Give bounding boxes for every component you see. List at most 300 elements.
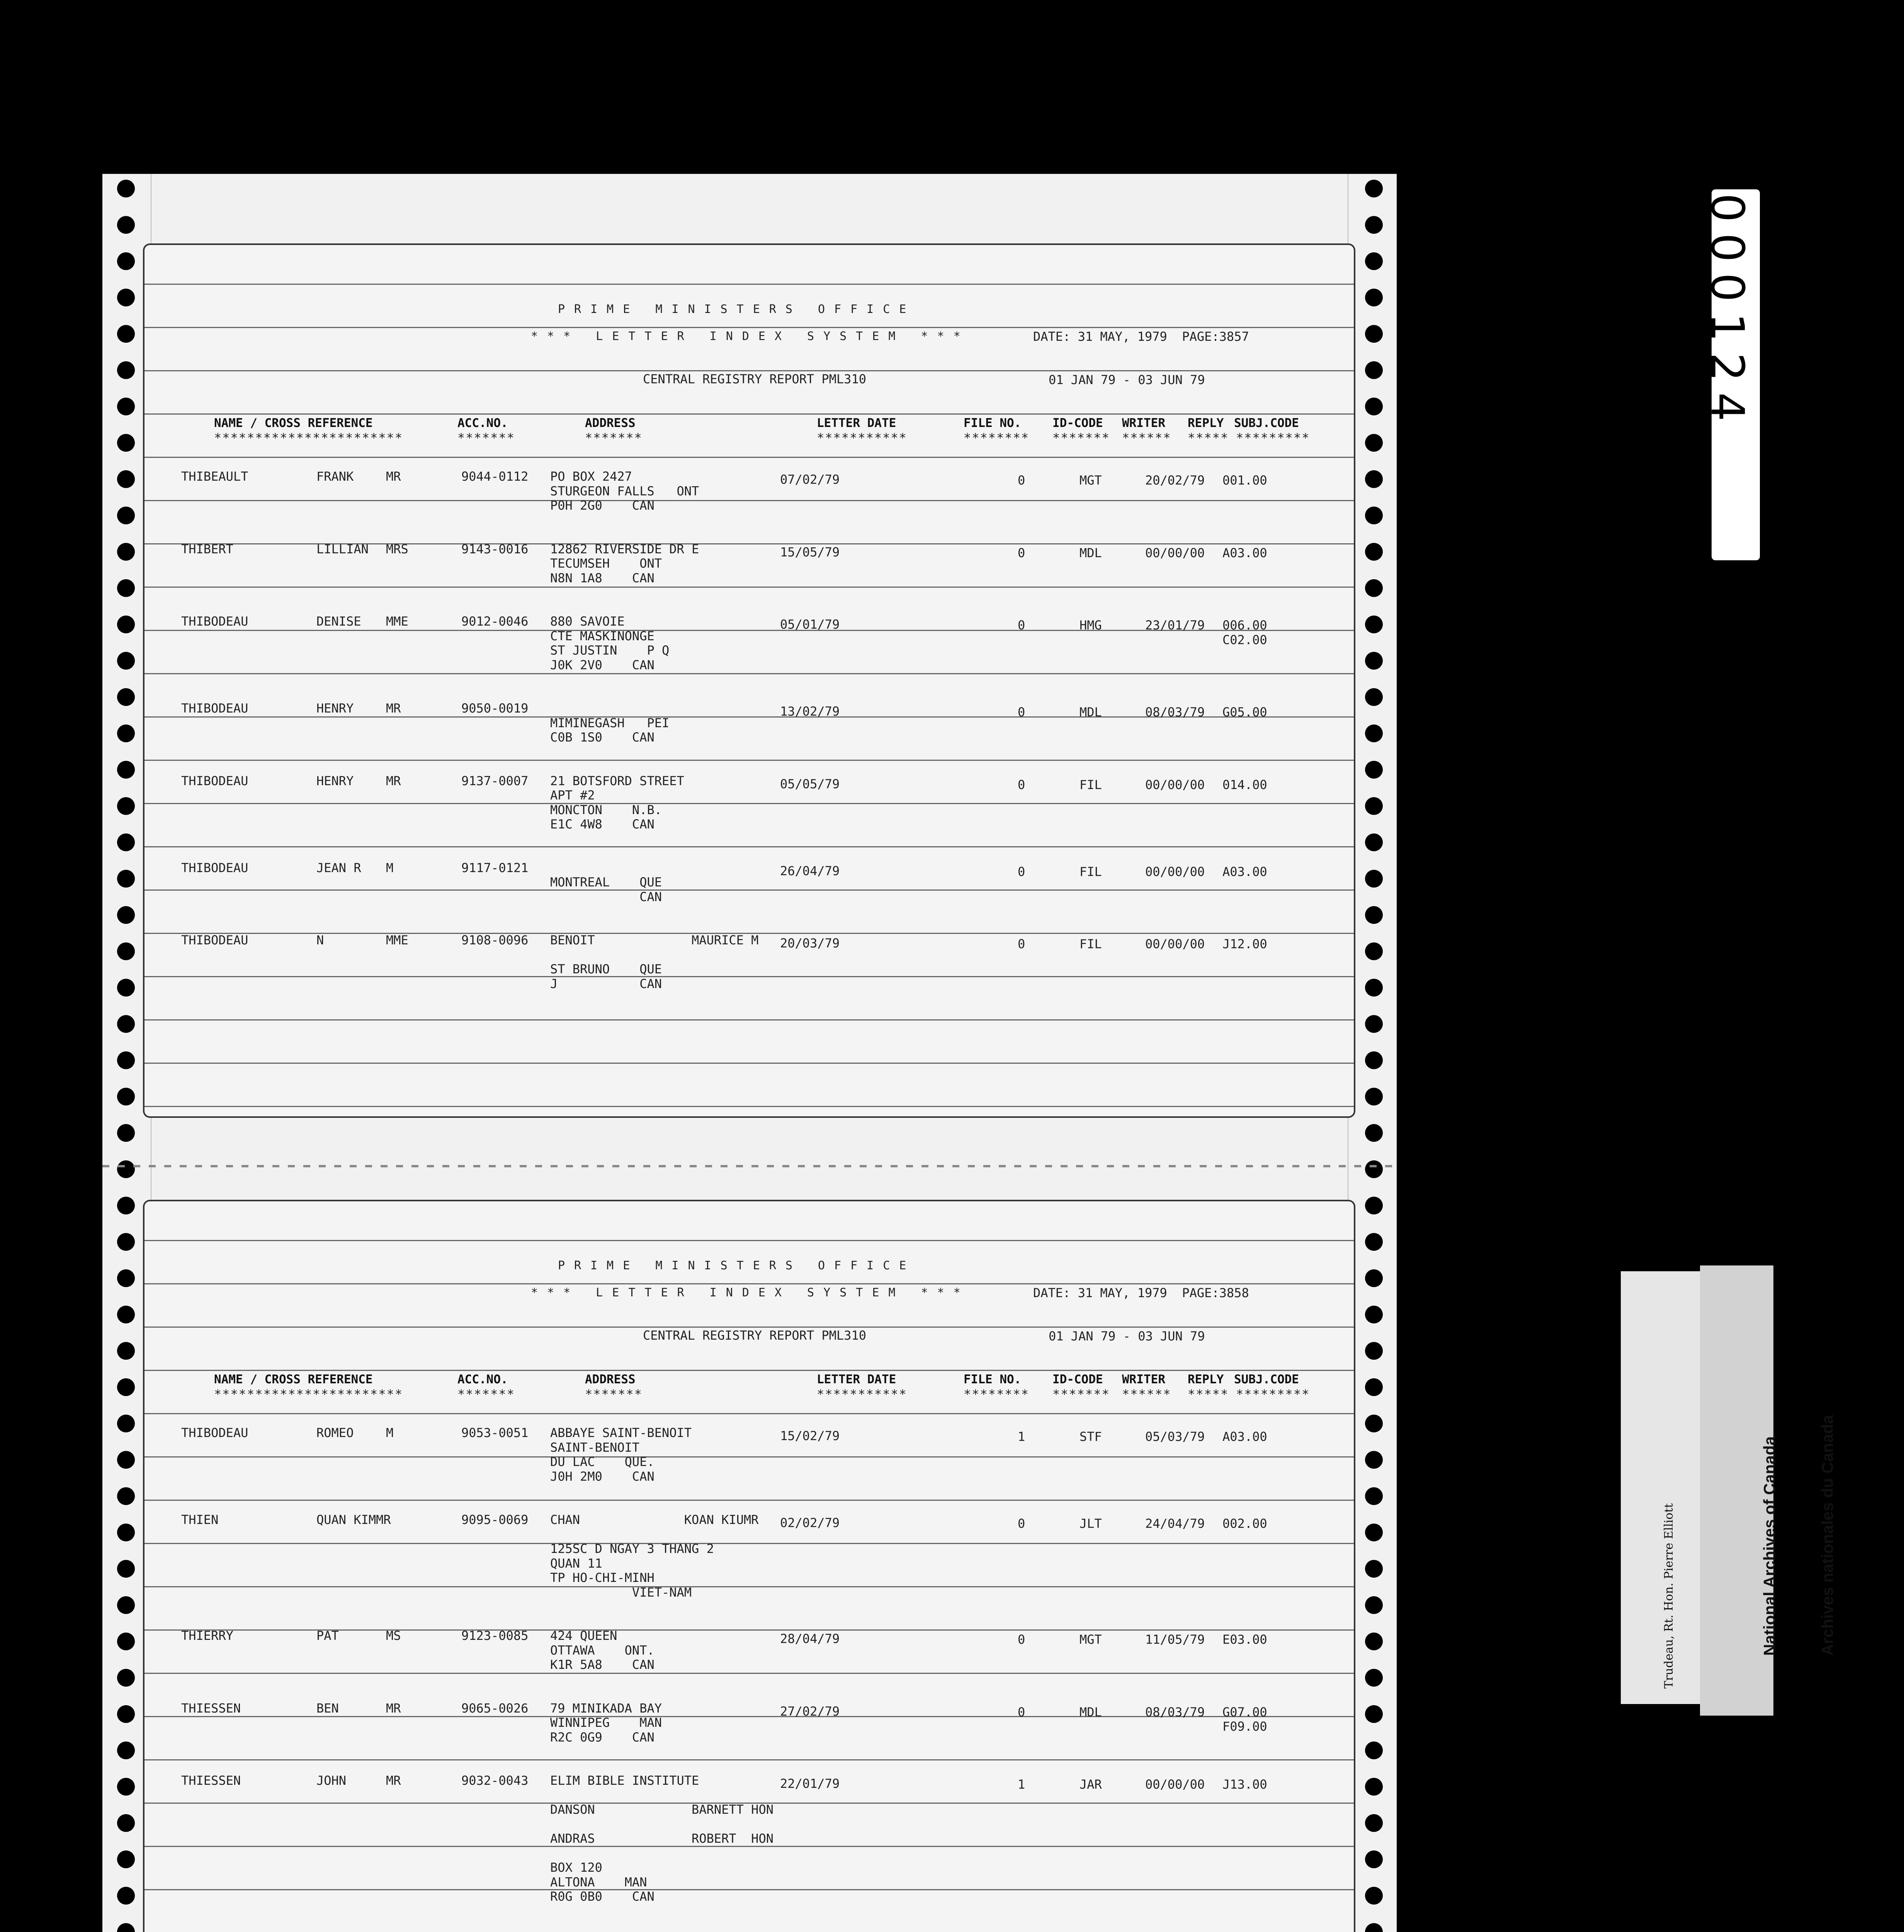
record-address-line: ELIM BIBLE INSTITUTE	[550, 1773, 699, 1788]
tractor-hole	[117, 1742, 135, 1759]
col-underline-writer: ******	[1122, 1387, 1171, 1401]
tractor-hole	[117, 652, 135, 670]
record-title: M	[386, 1425, 394, 1440]
tractor-hole	[1365, 1814, 1383, 1832]
record-subject-code: 006.00	[1222, 618, 1267, 633]
record-surname: THIBODEAU	[181, 773, 248, 788]
record-address-line: 21 BOTSFORD STREET	[550, 773, 684, 788]
record-subject-code: F09.00	[1222, 1719, 1267, 1734]
record-reply-date: 00/00/00	[1145, 864, 1205, 879]
left-tractor-holes	[102, 174, 149, 1932]
tractor-hole	[1365, 1124, 1383, 1142]
form-rule	[144, 846, 1354, 847]
tractor-hole	[1365, 1197, 1383, 1214]
record-address-line: 880 SAVOIE	[550, 614, 625, 629]
record-letter-date: 15/05/79	[780, 544, 840, 560]
tractor-hole	[1365, 1778, 1383, 1796]
record-writer: MDL	[1080, 545, 1102, 560]
tractor-hole	[1365, 688, 1383, 706]
record-subject-code: 002.00	[1222, 1516, 1267, 1531]
record-reply-date: 00/00/00	[1145, 1777, 1205, 1792]
record-acc-no: 9032-0043	[461, 1773, 529, 1788]
col-header-writer: WRITER	[1122, 1372, 1165, 1386]
record-address-line: CHAN KOAN KIUMR	[550, 1512, 759, 1527]
record-address-line: OTTAWA ONT.	[550, 1643, 654, 1658]
citation-line: Trudeau, Rt. Hon. Pierre Elliott	[1662, 1503, 1676, 1689]
record-acc-no: 9123-0085	[461, 1628, 529, 1643]
report-name: CENTRAL REGISTRY REPORT PML310	[643, 1328, 866, 1343]
record-title: MME	[386, 933, 408, 947]
tractor-hole	[117, 543, 135, 561]
record-surname: THIBERT	[181, 541, 233, 556]
tractor-hole	[117, 1669, 135, 1687]
col-header-file-no: FILE NO.	[964, 1372, 1022, 1386]
tractor-hole	[117, 1342, 135, 1360]
record-writer: STF	[1080, 1429, 1102, 1444]
form-rule	[144, 1889, 1354, 1890]
col-header-acc: ACC.NO.	[457, 416, 508, 430]
record-acc-no: 9137-0007	[461, 773, 529, 788]
tractor-hole	[1365, 979, 1383, 997]
record-address-line: R2C 0G9 CAN	[550, 1730, 654, 1745]
record-acc-no: 9143-0016	[461, 541, 529, 556]
record-title: MME	[386, 614, 408, 629]
tractor-hole	[117, 1850, 135, 1868]
tractor-hole	[117, 289, 135, 306]
tractor-hole	[1365, 1923, 1383, 1932]
record-writer: FIL	[1080, 864, 1102, 879]
tractor-hole	[1365, 1088, 1383, 1105]
tractor-hole	[1365, 1378, 1383, 1396]
record-letter-date: 28/04/79	[780, 1631, 840, 1646]
tractor-hole	[117, 1088, 135, 1105]
record-id-code: 0	[1018, 705, 1025, 719]
record-id-code: 0	[1018, 1704, 1025, 1719]
form-rule	[144, 803, 1354, 804]
col-underline-letter-date: ***********	[817, 1387, 907, 1401]
report-period: 01 JAN 79 - 03 JUN 79	[1049, 1329, 1205, 1344]
tractor-hole	[1365, 1524, 1383, 1541]
tractor-hole	[117, 434, 135, 452]
form-rule	[144, 673, 1354, 674]
col-underline-writer: ******	[1122, 430, 1171, 445]
tractor-hole	[1365, 361, 1383, 379]
col-header-reply: REPLY	[1188, 1372, 1224, 1386]
record-writer: MGT	[1080, 1632, 1102, 1647]
tractor-hole	[117, 761, 135, 779]
record-acc-no: 9108-0096	[461, 933, 529, 947]
record-writer: MDL	[1080, 705, 1102, 719]
tractor-hole	[1365, 652, 1383, 670]
record-letter-date: 22/01/79	[780, 1776, 840, 1791]
tractor-hole	[117, 1923, 135, 1932]
tractor-hole	[117, 361, 135, 379]
tractor-hole	[1365, 616, 1383, 633]
tractor-hole	[1365, 1415, 1383, 1432]
record-address-line: R0G 0B0 CAN	[550, 1889, 654, 1904]
record-address-line: DU LAC QUE.	[550, 1454, 654, 1469]
form-rule	[144, 976, 1354, 977]
col-underline-letter-date: ***********	[817, 430, 907, 445]
record-address-line: TECUMSEH ONT	[550, 556, 662, 571]
record-subject-code: C02.00	[1222, 632, 1267, 647]
tractor-hole	[117, 1705, 135, 1723]
form-rule	[144, 1673, 1354, 1674]
tractor-hole	[117, 1633, 135, 1650]
record-address-line: J0K 2V0 CAN	[550, 657, 654, 672]
institution-fr: Archives nationales du Canada	[1818, 1415, 1836, 1656]
record-address-line: MONTREAL QUE	[550, 875, 662, 889]
record-given-name: QUAN KIMMR	[316, 1512, 391, 1527]
tractor-hole	[1365, 1269, 1383, 1287]
record-subject-code: G05.00	[1222, 705, 1267, 719]
col-header-name: NAME / CROSS REFERENCE	[214, 416, 373, 430]
record-address-line: 424 QUEEN	[550, 1628, 617, 1643]
record-address-line: PO BOX 2427	[550, 469, 632, 484]
tractor-hole	[1365, 579, 1383, 597]
col-underline-acc: *******	[457, 1387, 515, 1401]
record-address-line: DANSON BARNETT HON	[550, 1802, 774, 1817]
record-acc-no: 9044-0112	[461, 469, 529, 484]
tractor-hole	[1365, 398, 1383, 415]
tractor-hole	[1365, 289, 1383, 306]
record-given-name: PAT	[316, 1628, 339, 1643]
record-subject-code: A03.00	[1222, 1429, 1267, 1444]
record-writer: FIL	[1080, 777, 1102, 792]
tractor-hole	[117, 325, 135, 343]
report-office-title: PRIME MINISTERS OFFICE	[558, 303, 916, 316]
report-date-page: DATE: 31 MAY, 1979 PAGE:3857	[1033, 329, 1249, 344]
right-tractor-holes	[1350, 174, 1397, 1932]
tractor-hole	[1365, 1669, 1383, 1687]
record-subject-code: G07.00	[1222, 1704, 1267, 1719]
tractor-hole	[1365, 1705, 1383, 1723]
col-underline-subj: *********	[1236, 1387, 1310, 1401]
report-system-title: *** LETTER INDEX SYSTEM ***	[531, 330, 970, 343]
record-title: MR	[386, 701, 401, 716]
tractor-hole	[117, 398, 135, 415]
col-header-address: ADDRESS	[585, 1372, 636, 1386]
record-reply-date: 20/02/79	[1145, 473, 1205, 488]
tractor-hole	[117, 870, 135, 888]
record-writer: JLT	[1080, 1516, 1102, 1531]
record-reply-date: 00/00/00	[1145, 777, 1205, 792]
tractor-hole	[117, 252, 135, 270]
record-address-line: ST JUSTIN P Q	[550, 643, 670, 658]
report-name: CENTRAL REGISTRY REPORT PML310	[643, 372, 866, 386]
record-reply-date: 00/00/00	[1145, 545, 1205, 560]
form-rule	[144, 1063, 1354, 1064]
tractor-hole	[1365, 1487, 1383, 1505]
record-address-line: WINNIPEG MAN	[550, 1715, 662, 1730]
tractor-hole	[117, 1197, 135, 1214]
tractor-hole	[117, 579, 135, 597]
record-title: MR	[386, 1701, 401, 1716]
record-given-name: JEAN R	[316, 860, 361, 875]
tractor-hole	[1365, 833, 1383, 851]
record-reply-date: 24/04/79	[1145, 1516, 1205, 1531]
col-underline-address: *******	[585, 1387, 643, 1401]
col-header-id-code: ID-CODE	[1052, 1372, 1103, 1386]
tractor-hole	[1365, 1160, 1383, 1178]
report-system-title: *** LETTER INDEX SYSTEM ***	[531, 1286, 970, 1299]
page-perforation	[102, 1165, 1397, 1167]
form-rule	[144, 457, 1354, 458]
form-rule	[144, 500, 1354, 501]
col-header-subj: SUBJ.CODE	[1234, 416, 1299, 430]
col-header-reply: REPLY	[1188, 416, 1224, 430]
tractor-hole	[117, 1269, 135, 1287]
record-writer: JAR	[1080, 1777, 1102, 1792]
record-address-line: 79 MINIKADA BAY	[550, 1701, 662, 1716]
record-given-name: HENRY	[316, 773, 354, 788]
record-address-line: ALTONA MAN	[550, 1874, 647, 1889]
form-rule	[144, 760, 1354, 761]
record-address-line: QUAN 11	[550, 1556, 602, 1571]
record-letter-date: 20/03/79	[780, 936, 840, 951]
record-id-code: 1	[1018, 1777, 1025, 1792]
tractor-hole	[117, 180, 135, 197]
col-underline-address: *******	[585, 430, 643, 445]
record-reply-date: 00/00/00	[1145, 937, 1205, 951]
record-title: MR	[386, 469, 401, 484]
record-reply-date: 08/03/79	[1145, 1704, 1205, 1719]
form-rule	[144, 1240, 1354, 1241]
archive-institution	[1721, 1415, 1876, 1656]
tractor-hole	[117, 1160, 135, 1178]
tractor-hole	[117, 906, 135, 924]
tractor-hole	[117, 216, 135, 234]
col-header-address: ADDRESS	[585, 416, 636, 430]
col-header-id-code: ID-CODE	[1052, 416, 1103, 430]
record-letter-date: 13/02/79	[780, 704, 840, 719]
tractor-hole	[1365, 1596, 1383, 1614]
tractor-hole	[1365, 216, 1383, 234]
archive-citation-card	[1621, 1271, 1702, 1704]
frame-number: 000124	[1701, 193, 1754, 432]
tractor-hole	[117, 942, 135, 960]
tractor-hole	[117, 1596, 135, 1614]
tractor-hole	[1365, 797, 1383, 815]
tractor-hole	[117, 1487, 135, 1505]
record-address-line: CAN	[550, 889, 662, 904]
report-page-3858	[143, 1200, 1355, 1932]
record-address-line: K1R 5A8 CAN	[550, 1657, 654, 1672]
tractor-hole	[1365, 1342, 1383, 1360]
record-reply-date: 23/01/79	[1145, 618, 1205, 633]
tractor-hole	[117, 1233, 135, 1251]
tractor-hole	[117, 979, 135, 997]
record-surname: THIBEAULT	[181, 469, 248, 484]
form-rule	[144, 413, 1354, 415]
record-acc-no: 9050-0019	[461, 701, 529, 716]
record-writer: MGT	[1080, 473, 1102, 488]
tractor-hole	[1365, 724, 1383, 742]
record-title: MR	[386, 773, 401, 788]
record-address-line: N8N 1A8 CAN	[550, 570, 654, 585]
record-address-line: BOX 120	[550, 1860, 602, 1875]
col-underline-reply: *****	[1188, 1387, 1229, 1401]
record-address-line: 12862 RIVERSIDE DR E	[550, 541, 699, 556]
record-surname: THIBODEAU	[181, 614, 248, 629]
record-surname: THIESSEN	[181, 1773, 241, 1788]
tractor-hole	[1365, 1560, 1383, 1578]
record-address-line: ABBAYE SAINT-BENOIT	[550, 1425, 692, 1440]
record-given-name: LILLIAN	[316, 541, 369, 556]
col-header-name: NAME / CROSS REFERENCE	[214, 1372, 373, 1386]
form-rule	[144, 1543, 1354, 1544]
record-subject-code: J12.00	[1222, 937, 1267, 951]
tractor-hole	[117, 1378, 135, 1396]
tractor-hole	[1365, 1015, 1383, 1033]
record-acc-no: 9117-0121	[461, 860, 529, 875]
record-subject-code: J13.00	[1222, 1777, 1267, 1792]
record-writer: FIL	[1080, 937, 1102, 951]
col-underline-id-code: *******	[1052, 1387, 1110, 1401]
record-address-line: J CAN	[550, 976, 662, 991]
report-office-title: PRIME MINISTERS OFFICE	[558, 1259, 916, 1272]
record-surname: THIEN	[181, 1512, 219, 1527]
col-header-subj: SUBJ.CODE	[1234, 1372, 1299, 1386]
institution-en: National Archives of Canada	[1760, 1436, 1778, 1656]
record-address-line: E1C 4W8 CAN	[550, 817, 654, 832]
tractor-hole	[1365, 507, 1383, 524]
record-address-line: ST BRUNO QUE	[550, 962, 662, 976]
col-header-letter-date: LETTER DATE	[817, 416, 896, 430]
printout-paper	[102, 174, 1397, 1932]
record-subject-code: 001.00	[1222, 473, 1267, 488]
record-given-name: JOHN	[316, 1773, 347, 1788]
record-title: MR	[386, 1773, 401, 1788]
record-letter-date: 05/05/79	[780, 776, 840, 791]
tractor-hole	[1365, 325, 1383, 343]
record-address-line: BENOIT MAURICE M	[550, 933, 759, 947]
form-rule	[144, 1413, 1354, 1414]
tractor-hole	[117, 1015, 135, 1033]
tractor-hole	[1365, 1051, 1383, 1069]
col-underline-name: ***********************	[214, 430, 403, 445]
record-address-line: CTE MASKINONGE	[550, 628, 654, 643]
col-header-letter-date: LETTER DATE	[817, 1372, 896, 1386]
record-title: MS	[386, 1628, 401, 1643]
tractor-hole	[1365, 942, 1383, 960]
form-rule	[144, 1846, 1354, 1847]
tractor-hole	[1365, 1850, 1383, 1868]
tractor-hole	[117, 1124, 135, 1142]
tractor-hole	[1365, 1233, 1383, 1251]
form-rule	[144, 1019, 1354, 1020]
tractor-hole	[1365, 543, 1383, 561]
record-address-line: C0B 1S0 CAN	[550, 730, 654, 745]
tractor-hole	[1365, 906, 1383, 924]
record-address-line: MIMINEGASH PEI	[550, 715, 670, 730]
tractor-hole	[117, 1814, 135, 1832]
record-address-line: 125SC D NGAY 3 THANG 2	[550, 1541, 714, 1556]
tractor-hole	[1365, 1742, 1383, 1759]
col-header-file-no: FILE NO.	[964, 416, 1022, 430]
record-address-line: TP HO-CHI-MINH	[550, 1570, 654, 1585]
record-address-line: ANDRAS ROBERT HON	[550, 1831, 774, 1846]
tractor-hole	[1365, 252, 1383, 270]
tractor-hole	[117, 724, 135, 742]
record-writer: MDL	[1080, 1704, 1102, 1719]
record-letter-date: 26/04/79	[780, 863, 840, 878]
form-rule	[144, 587, 1354, 588]
record-given-name: ROMEO	[316, 1425, 354, 1440]
col-underline-reply: *****	[1188, 430, 1229, 445]
tractor-hole	[117, 1560, 135, 1578]
record-id-code: 0	[1018, 545, 1025, 560]
record-surname: THIESSEN	[181, 1701, 241, 1716]
record-address-line: APT #2	[550, 788, 595, 803]
col-underline-acc: *******	[457, 430, 515, 445]
record-letter-date: 07/02/79	[780, 472, 840, 487]
record-letter-date: 05/01/79	[780, 617, 840, 632]
record-given-name: FRANK	[316, 469, 354, 484]
report-period: 01 JAN 79 - 03 JUN 79	[1049, 372, 1205, 387]
record-id-code: 0	[1018, 473, 1025, 488]
archive-institution-card	[1700, 1265, 1836, 1716]
record-acc-no: 9065-0026	[461, 1701, 529, 1716]
record-address-line: J0H 2M0 CAN	[550, 1469, 654, 1484]
tractor-hole	[117, 797, 135, 815]
record-surname: THIBODEAU	[181, 1425, 248, 1440]
tractor-hole	[1365, 1887, 1383, 1905]
record-surname: THIBODEAU	[181, 701, 248, 716]
form-rule	[144, 889, 1354, 891]
record-acc-no: 9012-0046	[461, 614, 529, 629]
tractor-hole	[1365, 1633, 1383, 1650]
record-id-code: 0	[1018, 618, 1025, 633]
tractor-hole	[117, 1306, 135, 1323]
form-rule	[144, 1370, 1354, 1371]
tractor-hole	[117, 1051, 135, 1069]
record-given-name: DENISE	[316, 614, 361, 629]
record-surname: THIBODEAU	[181, 860, 248, 875]
form-rule	[144, 370, 1354, 371]
tractor-hole	[117, 833, 135, 851]
form-rule	[144, 1759, 1354, 1760]
record-letter-date: 27/02/79	[780, 1704, 840, 1719]
record-id-code: 0	[1018, 777, 1025, 792]
form-rule	[144, 327, 1354, 328]
col-underline-file-no: ********	[964, 430, 1030, 445]
col-underline-name: ***********************	[214, 1387, 403, 1401]
tractor-hole	[1365, 470, 1383, 488]
tractor-hole	[117, 1778, 135, 1796]
col-underline-file-no: ********	[964, 1387, 1030, 1401]
form-rule	[144, 1500, 1354, 1501]
tractor-hole	[1365, 1306, 1383, 1323]
form-rule	[144, 1106, 1354, 1107]
record-surname: THIERRY	[181, 1628, 233, 1643]
col-header-acc: ACC.NO.	[457, 1372, 508, 1386]
record-letter-date: 15/02/79	[780, 1429, 840, 1443]
form-rule	[144, 1456, 1354, 1458]
tractor-hole	[117, 688, 135, 706]
record-given-name: HENRY	[316, 701, 354, 716]
record-acc-no: 9095-0069	[461, 1512, 529, 1527]
col-underline-id-code: *******	[1052, 430, 1110, 445]
col-header-writer: WRITER	[1122, 416, 1165, 430]
record-id-code: 0	[1018, 864, 1025, 879]
record-title: MRS	[386, 541, 408, 556]
record-given-name: BEN	[316, 1701, 339, 1716]
tractor-hole	[1365, 180, 1383, 197]
form-rule	[144, 1586, 1354, 1587]
record-id-code: 1	[1018, 1429, 1025, 1444]
form-rule	[144, 1283, 1354, 1284]
